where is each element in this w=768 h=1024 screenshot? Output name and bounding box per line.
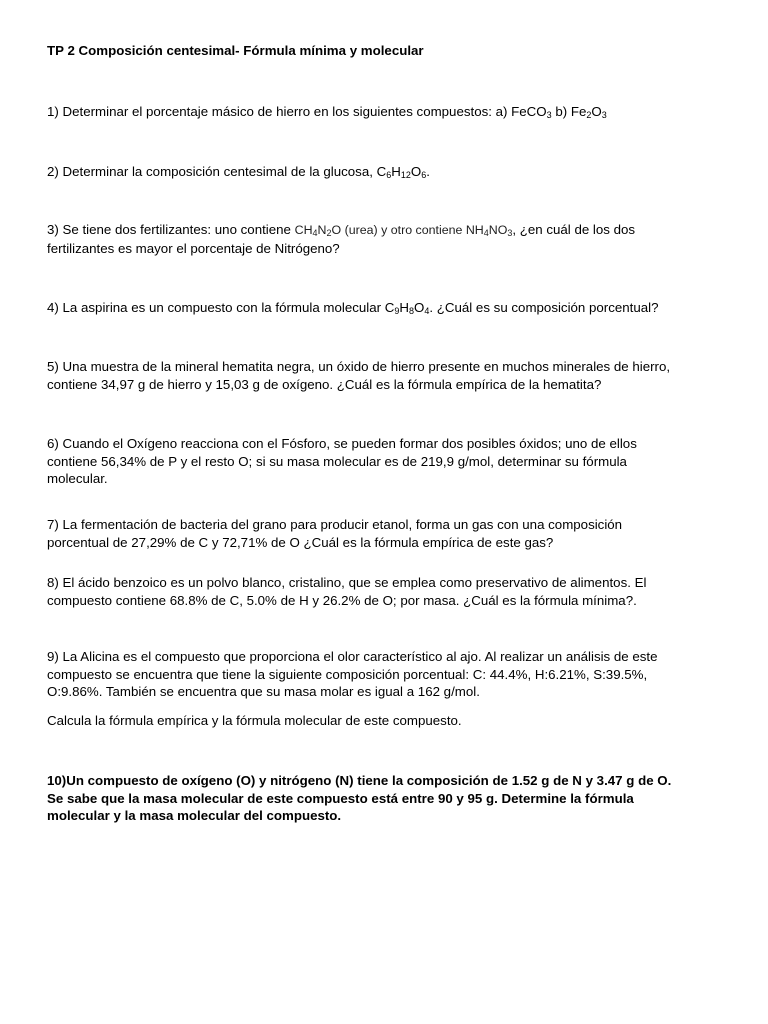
question-7: [47, 516, 727, 551]
formula-part: O: [410, 164, 422, 179]
formula-part: O: [414, 300, 425, 315]
question-2-text: 2) Determinar la composición centesimal de la glucosa, C: [47, 164, 387, 179]
question-10-line-1: 10)Un compuesto de oxígeno (O) y nitrógeno (N) tiene la composición de 1.52 g de N y 3.47 g de O.: [47, 773, 672, 788]
question-1-text-b: b) Fe: [551, 104, 587, 119]
subscript: 4: [483, 228, 489, 238]
question-1-text: 1) Determinar el porcentaje másico de hierro en los siguientes compuestos: a) FeCO: [47, 104, 547, 119]
question-5-line-1: 5) Una muestra de la mineral hematita negra, un óxido de hierro presente en muchos minerales de hierro,: [47, 359, 671, 374]
question-8: [47, 574, 727, 609]
subscript: 3: [507, 228, 513, 238]
question-3-rest: , ¿en cuál de los dos: [512, 222, 636, 237]
ammonium-nitrate-formula: [466, 223, 513, 237]
question-1: [47, 103, 727, 121]
question-1-text-c: O: [591, 104, 602, 119]
subscript: 9: [394, 306, 400, 316]
question-3-line-2: fertilizantes es mayor el porcentaje de Nitrógeno?: [47, 240, 340, 256]
question-9-line-1: 9) La Alicina es el compuesto que proporciona el olor característico al ajo. Al realizar un análisis de este: [47, 649, 658, 664]
subscript: 8: [409, 306, 415, 316]
question-6: [47, 435, 727, 488]
question-8-line-1: 8) El ácido benzoico es un polvo blanco, cristalino, que se emplea como preservativo de alimentos. El: [47, 575, 647, 590]
question-4: [47, 299, 727, 317]
question-6-line-3: molecular.: [47, 471, 108, 486]
question-3-text: 3) Se tiene dos fertilizantes: uno contiene: [47, 222, 295, 237]
question-2: [47, 163, 727, 181]
subscript: 2: [586, 110, 592, 120]
question-7-line-1: 7) La fermentación de bacteria del grano para producir etanol, forma un gas con una composición: [47, 517, 623, 532]
question-2-end: .: [426, 164, 430, 179]
question-3-line-1: [47, 221, 727, 240]
question-10-line-3: molecular y la masa molecular del compuesto.: [47, 808, 342, 823]
question-7-line-2: porcentual de 27,29% de C y 72,71% de O ¿Cuál es la fórmula empírica de este gas?: [47, 534, 554, 550]
question-4-end: . ¿Cuál es su composición porcentual?: [429, 300, 659, 315]
subscript: 3: [601, 110, 607, 120]
subscript: 6: [421, 170, 427, 180]
question-6-line-2: contiene 56,34% de P y el resto O; si su masa molecular es de 219,9 g/mol, determinar su fórmula: [47, 453, 627, 469]
question-8-line-2: compuesto contiene 68.8% de C, 5.0% de H y 26.2% de O; por masa. ¿Cuál es la fórmula mínima?.: [47, 592, 637, 608]
formula-part: H: [399, 300, 409, 315]
subscript: 12: [400, 170, 411, 180]
formula-part: N: [317, 223, 327, 237]
question-10: [47, 772, 727, 825]
question-3: [47, 221, 727, 257]
question-10-line-2: Se sabe que la masa molecular de este compuesto está entre 90 y 95 g. Determine la fórmula: [47, 790, 634, 806]
subscript: 6: [386, 170, 392, 180]
subscript: 4: [312, 228, 318, 238]
formula-part: O: [331, 223, 342, 237]
question-9-line-2: compuesto se encuentra que tiene la siguiente composición porcentual: C: 44.4%, H:6.21%, S:39.5%,: [47, 666, 648, 682]
question-4-text: 4) La aspirina es un compuesto con la fórmula molecular C: [47, 300, 395, 315]
formula-part: H: [391, 164, 401, 179]
question-9-instruction: Calcula la fórmula empírica y la fórmula molecular de este compuesto.: [47, 713, 462, 728]
question-5-line-2: contiene 34,97 g de hierro y 15,03 g de oxígeno. ¿Cuál es la fórmula empírica de la hematita?: [47, 376, 602, 392]
question-9-line-3: O:9.86%. También se encuentra que su masa molar es igual a 162 g/mol.: [47, 684, 480, 699]
urea-text: (urea) y otro contiene: [341, 223, 466, 237]
subscript: 4: [424, 306, 430, 316]
page-title: TP 2 Composición centesimal- Fórmula mínima y molecular: [47, 43, 424, 58]
formula-part: CH: [294, 223, 313, 237]
formula-part: NO: [488, 223, 508, 237]
urea-formula: [295, 223, 342, 237]
question-9: [47, 648, 727, 701]
formula-part: NH: [465, 223, 484, 237]
subscript: 2: [326, 228, 332, 238]
question-5: [47, 358, 727, 393]
subscript: 3: [546, 110, 552, 120]
question-6-line-1: 6) Cuando el Oxígeno reacciona con el Fósforo, se pueden formar dos posibles óxidos; uno de ellos: [47, 436, 637, 451]
